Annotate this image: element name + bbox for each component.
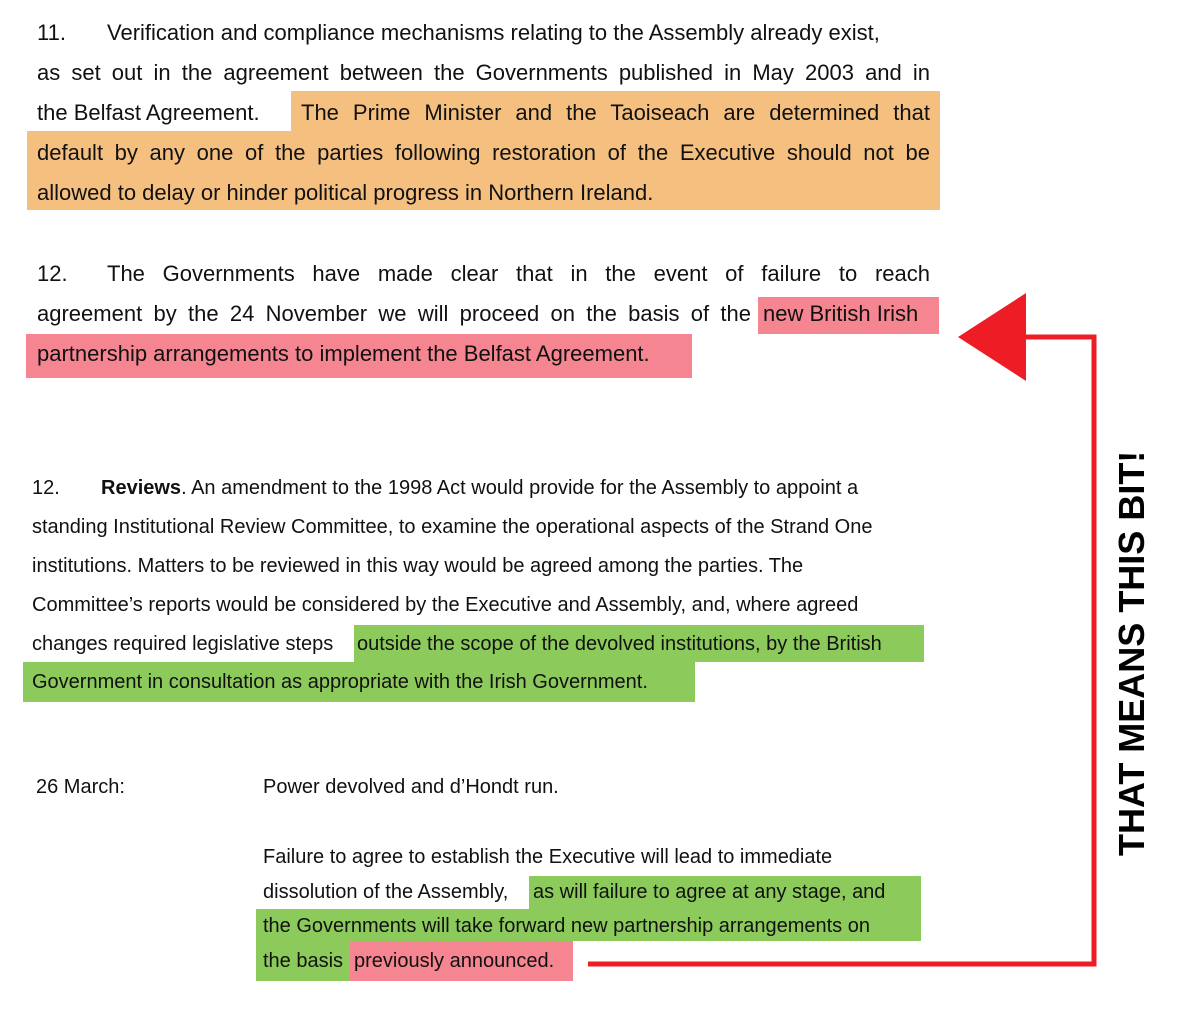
paragraph-number: 12. xyxy=(37,261,68,286)
highlighted-text: outside the scope of the devolved institutions, by the British xyxy=(357,633,882,655)
paragraph-text: as set out in the agreement between the Governments published in May 2003 and in xyxy=(37,60,930,85)
section-title: Reviews xyxy=(101,477,182,499)
paragraph-number: 11. xyxy=(37,20,66,45)
paragraph-text: Failure to agree to establish the Executive will lead to immediate xyxy=(263,846,833,868)
paragraph-text: . An amendment to the 1998 Act would provide for the Assembly to appoint a xyxy=(181,477,859,499)
highlighted-text: the basis xyxy=(263,950,344,972)
paragraph-text: Committee’s reports would be considered by the Executive and Assembly, and, where agreed xyxy=(32,594,859,616)
highlighted-text: allowed to delay or hinder political progress in Northern Ireland. xyxy=(37,180,654,205)
paragraph-text: institutions. Matters to be reviewed in this way would be agreed among the parties. The xyxy=(32,555,804,577)
arrowhead-icon xyxy=(958,293,1026,381)
timeline-event: Power devolved and d’Hondt run. xyxy=(263,776,559,798)
highlighted-text: partnership arrangements to implement the Belfast Agreement. xyxy=(37,341,650,366)
paragraph-text: changes required legislative steps xyxy=(32,633,334,655)
paragraph-text: The Governments have made clear that in the event of failure to reach xyxy=(107,261,930,286)
timeline-date: 26 March: xyxy=(36,776,125,798)
highlighted-text: Government in consultation as appropriate with the Irish Government. xyxy=(32,671,648,693)
callout-text: THAT MEANS THIS BIT! xyxy=(1111,450,1152,856)
paragraph-text: standing Institutional Review Committee, to examine the operational aspects of the Strand One xyxy=(32,516,873,538)
highlighted-text: default by any one of the parties following restoration of the Executive should not be xyxy=(37,140,930,165)
paragraph-text: agreement by the 24 November we will proceed on the basis of the xyxy=(37,301,751,326)
highlighted-text: as will failure to agree at any stage, and xyxy=(533,881,886,903)
paragraph-text: the Belfast Agreement. xyxy=(37,100,260,125)
paragraph-text: dissolution of the Assembly, xyxy=(263,881,509,903)
paragraph-number: 12. xyxy=(32,477,60,499)
paragraph-text: Verification and compliance mechanisms relating to the Assembly already exist, xyxy=(107,20,880,45)
highlighted-text: the Governments will take forward new partnership arrangements on xyxy=(263,915,870,937)
highlighted-text: previously announced. xyxy=(354,950,555,972)
highlighted-text: The Prime Minister and the Taoiseach are determined that xyxy=(301,100,930,125)
highlighted-text: new British Irish xyxy=(763,301,919,326)
